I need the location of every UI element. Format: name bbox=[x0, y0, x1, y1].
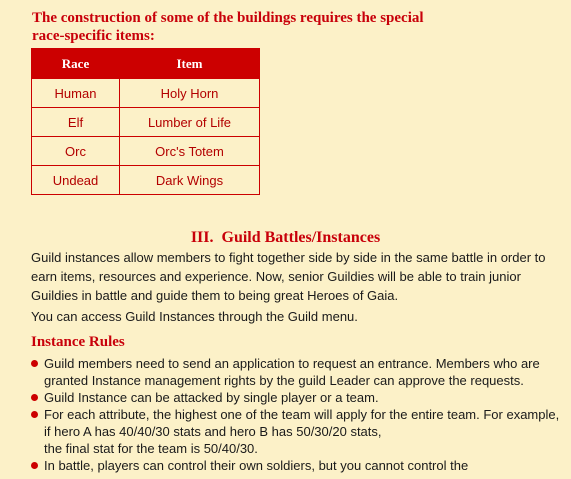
bullet-icon bbox=[31, 462, 38, 469]
item-cell: Holy Horn bbox=[120, 79, 260, 108]
table-header-row bbox=[32, 49, 260, 79]
access-paragraph bbox=[31, 307, 551, 326]
intro-line: The construction of some of the buildings requires the special bbox=[32, 10, 424, 26]
rule-line: Guild Instance can be attacked by single player or a team. bbox=[44, 390, 379, 405]
list-item bbox=[31, 389, 561, 406]
table-row bbox=[32, 137, 260, 166]
section-title: Guild Battles/Instances bbox=[221, 229, 381, 246]
item-cell: Dark Wings bbox=[120, 166, 260, 195]
race-cell: Human bbox=[32, 79, 120, 108]
rule-line: the final stat for the team is 50/40/30. bbox=[44, 441, 258, 456]
paragraph-line: Guild instances allow members to fight together side by side in the same battle in order to bbox=[31, 250, 546, 265]
item-cell: Lumber of Life bbox=[120, 108, 260, 137]
race-cell: Elf bbox=[32, 108, 120, 137]
list-item bbox=[31, 406, 561, 457]
rule-line: Guild members need to send an application to request an entrance. Members who are bbox=[44, 356, 540, 371]
intro-text bbox=[32, 9, 512, 45]
list-item bbox=[31, 457, 561, 474]
intro-paragraph bbox=[31, 248, 551, 305]
rule-line: For each attribute, the highest one of the team will apply for the entire team. For example, bbox=[44, 407, 560, 422]
race-cell: Orc bbox=[32, 137, 120, 166]
paragraph-line: earn items, resources and experience. Now, senior Guildies will be able to train junior bbox=[31, 269, 521, 284]
bullet-icon bbox=[31, 411, 38, 418]
rule-line: granted Instance management rights by the guild Leader can approve the requests. bbox=[44, 373, 524, 388]
column-header-race: Race bbox=[32, 49, 120, 79]
rule-line: if hero A has 40/40/30 stats and hero B has 50/30/20 stats, bbox=[44, 424, 382, 439]
column-header-item: Item bbox=[120, 49, 260, 79]
intro-line: race-specific items: bbox=[32, 28, 155, 44]
table-row bbox=[32, 108, 260, 137]
race-items-table bbox=[31, 48, 260, 195]
rules-list bbox=[31, 355, 561, 474]
section-heading bbox=[0, 229, 571, 247]
bullet-icon bbox=[31, 360, 38, 367]
list-item bbox=[31, 355, 561, 389]
paragraph-line: Guildies in battle and guide them to being great Heroes of Gaia. bbox=[31, 288, 399, 303]
rules-heading: Instance Rules bbox=[31, 334, 125, 350]
table-row bbox=[32, 166, 260, 195]
bullet-icon bbox=[31, 394, 38, 401]
table-row bbox=[32, 79, 260, 108]
section-number: III. bbox=[190, 229, 214, 246]
rule-line: In battle, players can control their own soldiers, but you cannot control the bbox=[44, 458, 469, 473]
race-cell: Undead bbox=[32, 166, 120, 195]
paragraph-line: You can access Guild Instances through the Guild menu. bbox=[31, 309, 358, 324]
item-cell: Orc's Totem bbox=[120, 137, 260, 166]
